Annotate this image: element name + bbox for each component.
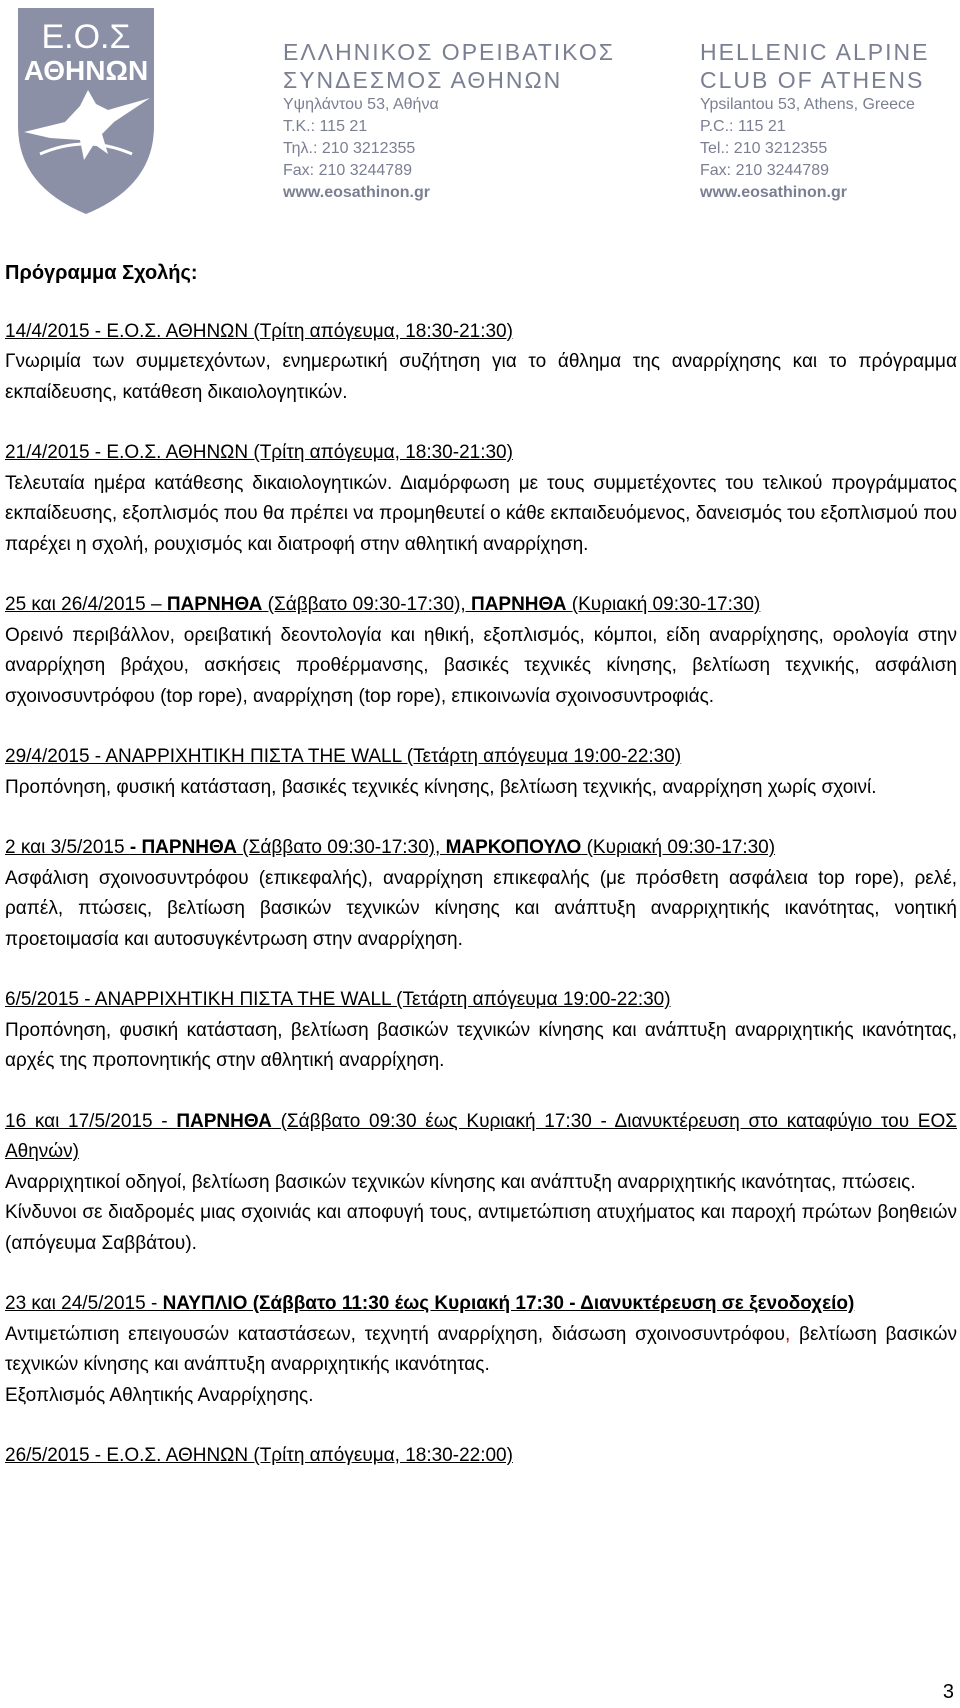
- entry-date: 16 και 17/5/2015 -: [5, 1110, 177, 1132]
- program-title: Πρόγραμμα Σχολής:: [5, 262, 198, 284]
- entry-date: 2 και 3/5/2015: [5, 837, 130, 858]
- club-name-english-line1: HELLENIC ALPINE: [700, 39, 930, 65]
- entry-heading: [5, 833, 957, 864]
- entry-location: ΜΑΡΚΟΠΟΥΛΟ: [445, 837, 582, 858]
- schedule-entry: [5, 590, 957, 712]
- phone-english: Tel.: 210 3212355: [700, 140, 828, 157]
- entry-description: Προπόνηση, φυσική κατάσταση, βασικές τεχνικές κίνησης, βελτίωση τεχνικής, αναρρίχηση χωρίς σχοινί.: [5, 776, 877, 798]
- club-name-greek-line2: ΣΥΝΔΕΣΜΟΣ ΑΘΗΝΩΝ: [283, 67, 563, 93]
- entry-date: 23 και 24/5/2015 -: [5, 1293, 163, 1314]
- entry-heading: 29/4/2015 - ΑΝΑΡΡΙΧΗΤΙΚΗ ΠΙΣΤΑ THE WALL (Τετάρτη απόγευμα 19:00-22:30): [5, 746, 682, 767]
- logo-text-top: Ε.Ο.Σ: [41, 18, 131, 56]
- entry-location: ΠΑΡΝΗΘΑ: [166, 594, 263, 615]
- entry-heading: 6/5/2015 - ΑΝΑΡΡΙΧΗΤΙΚΗ ΠΙΣΤΑ THE WALL (Τετάρτη απόγευμα 19:00-22:30): [5, 989, 671, 1010]
- postal-code-greek: Τ.Κ.: 115 21: [283, 118, 368, 135]
- document-body: [5, 258, 957, 1502]
- schedule-entry: [5, 985, 957, 1077]
- address-greek: Υψηλάντου 53, Αθήνα: [283, 96, 439, 113]
- letterhead: [0, 0, 960, 230]
- schedule-entry: [5, 1441, 957, 1472]
- entry-location: - ΠΑΡΝΗΘΑ: [129, 837, 237, 858]
- address-english: Ypsilantou 53, Athens, Greece: [700, 96, 915, 113]
- letterhead-english: [700, 38, 929, 204]
- entry-text: βελτίωση βασικών τεχνικών κίνησης και ανάπτυξη αναρριχητικής ικανότητας.: [5, 1323, 957, 1375]
- entry-heading: 14/4/2015 - Ε.Ο.Σ. ΑΘΗΝΩΝ (Τρίτη απόγευμα, 18:30-21:30): [5, 320, 513, 342]
- website-greek[interactable]: www.eosathinon.gr: [283, 184, 430, 201]
- entry-location: ΠΑΡΝΗΘΑ: [470, 594, 567, 615]
- schedule-entry: [5, 742, 957, 803]
- postal-code-english: P.C.: 115 21: [700, 118, 786, 135]
- website-english[interactable]: www.eosathinon.gr: [700, 184, 847, 201]
- entry-description: Τελευταία ημέρα κατάθεσης δικαιολογητικών. Διαμόρφωση με τους συμμετέχοντες του τελικού προγράμματος εκπαίδευσης, εξοπλισμός που θα πρέπει να προμηθευτεί ο κάθε εκπαιδευόμενος, δανεισμός του εξοπλισμού που παρέχει η σχολή, ρουχισμός και διατροφή στην αθλητική αναρρίχηση.: [5, 472, 957, 555]
- entry-description: Κίνδυνοι σε διαδρομές μιας σχοινιάς και αποφυγή τους, αντιμετώπιση ατυχήματος και παροχή πρώτων βοηθειών (απόγευμα Σαββάτου).: [5, 1202, 957, 1254]
- club-name-english-line2: CLUB OF ATHENS: [700, 67, 925, 93]
- entry-heading: [5, 1107, 957, 1168]
- fax-english: Fax: 210 3244789: [700, 162, 829, 179]
- entry-description: Προπόνηση, φυσική κατάσταση, βελτίωση βασικών τεχνικών κίνησης και ανάπτυξη αναρριχητικής ικανότητας, αρχές της προπονητικής στην αθλητική αναρρίχηση.: [5, 1019, 957, 1071]
- page-number: 3: [942, 1681, 954, 1703]
- red-comma: ,: [784, 1323, 791, 1345]
- entry-description: Γνωριμία των συμμετεχόντων, ενημερωτική συζήτηση για το άθλημα της αναρρίχησης και το πρόγραμμα εκπαίδευσης, κατάθεση δικαιολογητικών.: [5, 351, 957, 403]
- entry-heading: [5, 590, 957, 621]
- schedule-entry: [5, 317, 957, 409]
- phone-greek: Τηλ.: 210 3212355: [283, 140, 416, 157]
- entry-description: Αναρριχητικοί οδηγοί, βελτίωση βασικών τεχνικών κίνησης και ανάπτυξη αναρριχητικής ικανότητας, πτώσεις.: [5, 1171, 916, 1193]
- entry-time: (Σάββατο 09:30-17:30),: [262, 594, 471, 615]
- fax-greek: Fax: 210 3244789: [283, 162, 412, 179]
- entry-text: Αντιμετώπιση επειγουσών καταστάσεων, τεχνητή αναρρίχηση, διάσωση σχοινοσυντρόφου: [5, 1323, 785, 1345]
- entry-description: Ασφάλιση σχοινοσυντρόφου (επικεφαλής), αναρρίχηση επικεφαλής (με πρόσθετη ασφάλεια top rope), ρελέ, ραπέλ, πτώσεις, βελτίωση βασικών τεχνικών κίνησης και ανάπτυξη αναρριχητικής ικανότητας, νοητική προετοιμασία και αυτοσυγκέντρωση στην αναρρίχηση.: [5, 867, 957, 950]
- entry-time: (Σάββατο 09:30 έως Κυριακή 17:30 - Διανυκτέρευση στο καταφύγιο του ΕΟΣ Αθηνών): [5, 1110, 957, 1162]
- schedule-entry: [5, 1289, 957, 1411]
- club-logo-shield: [10, 4, 162, 218]
- entry-location: ΝΑΥΠΛΙΟ (Σάββατο 11:30 έως Κυριακή 17:30 - Διανυκτέρευση σε ξενοδοχείο): [162, 1293, 855, 1314]
- letterhead-greek: [283, 38, 615, 204]
- schedule-entry: [5, 833, 957, 955]
- entry-time: (Κυριακή 09:30-17:30): [566, 594, 761, 615]
- schedule-entry: [5, 1107, 957, 1260]
- entry-description: [5, 1320, 957, 1381]
- entry-heading: 26/5/2015 - Ε.Ο.Σ. ΑΘΗΝΩΝ (Τρίτη απόγευμα, 18:30-22:00): [5, 1445, 513, 1466]
- entry-time: (Σάββατο 09:30-17:30),: [237, 837, 446, 858]
- entry-time: (Κυριακή 09:30-17:30): [581, 837, 776, 858]
- schedule-entry: [5, 438, 957, 560]
- entry-description: Εξοπλισμός Αθλητικής Αναρρίχησης.: [5, 1384, 314, 1406]
- entry-location: ΠΑΡΝΗΘΑ: [176, 1110, 272, 1132]
- logo-text-bottom: ΑΘΗΝΩΝ: [23, 55, 149, 86]
- entry-heading: [5, 1289, 957, 1320]
- entry-date: 25 και 26/4/2015 –: [5, 594, 167, 615]
- entry-description: Ορεινό περιβάλλον, ορειβατική δεοντολογία και ηθική, εξοπλισμός, κόμποι, είδη αναρρίχησης, ορολογία στην αναρρίχηση βράχου, ασκήσεις προθέρμανσης, βασικές τεχνικές κίνησης, βελτίωση τεχνικής, ασφάλιση σχοινοσυντρόφου (top rope), αναρρίχηση (top rope), επικοινωνία σχοινοσυντροφιάς.: [5, 624, 957, 707]
- club-name-greek-line1: ΕΛΛΗΝΙΚΟΣ ΟΡΕΙΒΑΤΙΚΟΣ: [283, 39, 615, 65]
- entry-heading: 21/4/2015 - Ε.Ο.Σ. ΑΘΗΝΩΝ (Τρίτη απόγευμα, 18:30-21:30): [5, 442, 513, 463]
